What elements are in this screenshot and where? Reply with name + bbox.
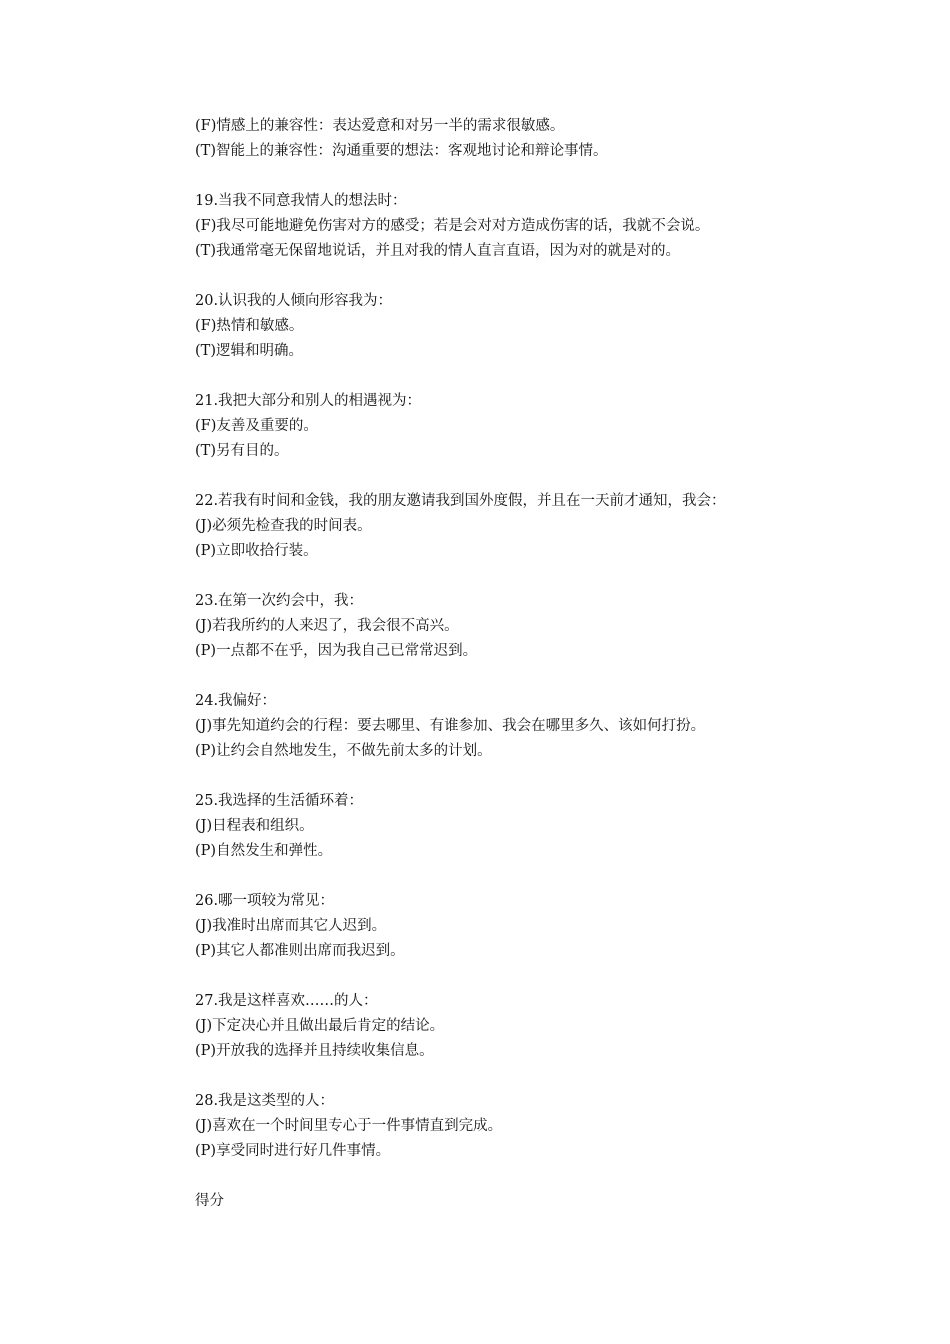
question-24	[195, 689, 915, 764]
question-option: (T)另有目的。	[195, 443, 289, 459]
spacer	[195, 464, 915, 489]
question-option: (F)友善及重要的。	[195, 418, 318, 434]
spacer	[195, 364, 915, 389]
question-prompt: 19.当我不同意我情人的想法时：	[195, 193, 407, 209]
spacer	[195, 864, 915, 889]
question-option: (J)日程表和组织。	[195, 818, 314, 834]
question-option: (J)必须先检查我的时间表。	[195, 518, 372, 534]
question-27	[195, 989, 915, 1064]
question-option: (J)下定决心并且做出最后肯定的结论。	[195, 1018, 445, 1034]
question-prompt: 24.我偏好：	[195, 693, 277, 709]
question-option: (P)其它人都准则出席而我迟到。	[195, 943, 405, 959]
intro-option-f: (F)情感上的兼容性：表达爱意和对另一半的需求很敏感。	[195, 118, 565, 134]
question-prompt: 28.我是这类型的人：	[195, 1093, 335, 1109]
spacer	[195, 1064, 915, 1089]
spacer	[195, 764, 915, 789]
spacer	[195, 964, 915, 989]
question-prompt: 21.我把大部分和别人的相遇视为：	[195, 393, 422, 409]
question-22	[195, 489, 915, 564]
spacer	[195, 264, 915, 289]
question-option: (P)一点都不在乎，因为我自己已常常迟到。	[195, 643, 478, 659]
question-prompt: 25.我选择的生活循环着：	[195, 793, 364, 809]
question-26	[195, 889, 915, 964]
question-21	[195, 389, 915, 464]
intro-option-t: (T)智能上的兼容性：沟通重要的想法：客观地讨论和辩论事情。	[195, 143, 608, 159]
question-prompt: 22.若我有时间和金钱，我的朋友邀请我到国外度假，并且在一天前才通知，我会：	[195, 493, 726, 509]
score-heading: 得分	[195, 1193, 224, 1209]
question-option: (P)享受同时进行好几件事情。	[195, 1143, 391, 1159]
question-20	[195, 289, 915, 364]
spacer	[195, 664, 915, 689]
document-page	[195, 114, 915, 1214]
question-option: (F)我尽可能地避免伤害对方的感受；若是会对对方造成伤害的话，我就不会说。	[195, 218, 710, 234]
question-option: (J)若我所约的人来迟了，我会很不高兴。	[195, 618, 459, 634]
question-option: (F)热情和敏感。	[195, 318, 304, 334]
question-prompt: 20.认识我的人倾向形容我为：	[195, 293, 393, 309]
question-prompt: 27.我是这样喜欢……的人：	[195, 993, 378, 1009]
spacer	[195, 1164, 915, 1189]
question-25	[195, 789, 915, 864]
question-option: (J)事先知道约会的行程：要去哪里、有谁参加、我会在哪里多久、该如何打扮。	[195, 718, 706, 734]
question-option: (J)喜欢在一个时间里专心于一件事情直到完成。	[195, 1118, 503, 1134]
question-option: (J)我准时出席而其它人迟到。	[195, 918, 387, 934]
question-19	[195, 189, 915, 264]
question-option: (T)逻辑和明确。	[195, 343, 303, 359]
question-option: (P)立即收拾行装。	[195, 543, 318, 559]
question-option: (P)自然发生和弹性。	[195, 843, 333, 859]
spacer	[195, 164, 915, 189]
spacer	[195, 564, 915, 589]
question-option: (P)让约会自然地发生，不做先前太多的计划。	[195, 743, 492, 759]
question-prompt: 26.哪一项较为常见：	[195, 893, 335, 909]
question-option: (P)开放我的选择并且持续收集信息。	[195, 1043, 434, 1059]
question-28	[195, 1089, 915, 1164]
question-option: (T)我通常毫无保留地说话，并且对我的情人直言直语，因为对的就是对的。	[195, 243, 680, 259]
question-23	[195, 589, 915, 664]
question-prompt: 23.在第一次约会中，我：	[195, 593, 364, 609]
